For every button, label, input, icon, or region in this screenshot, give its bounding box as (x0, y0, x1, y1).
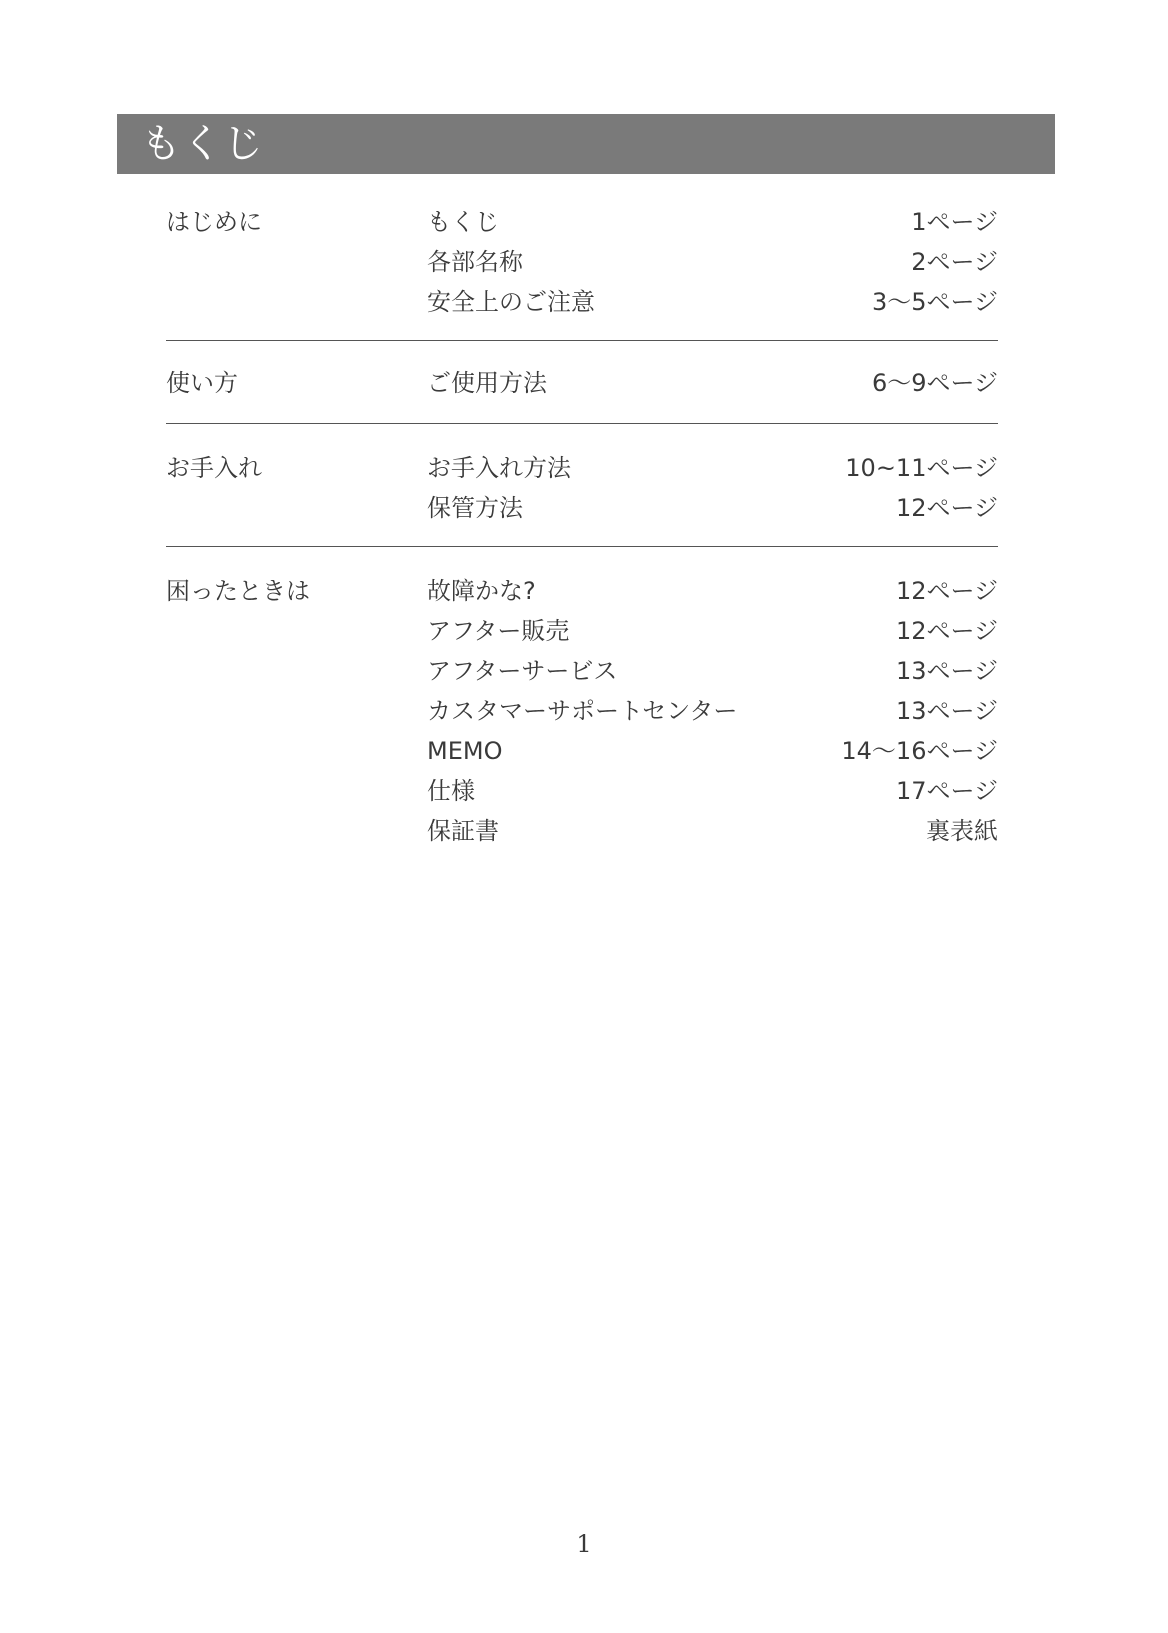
table-of-contents (166, 202, 998, 851)
entry-label: 仕様 (427, 777, 475, 805)
toc-entry[interactable] (427, 448, 998, 488)
toc-entry[interactable] (427, 363, 998, 403)
toc-entry[interactable] (427, 242, 998, 282)
entry-label: 安全上のご注意 (427, 288, 595, 316)
section-title: お手入れ (166, 454, 262, 482)
entry-page: 17ページ (895, 777, 998, 805)
entry-label: カスタマーサポートセンター (427, 697, 738, 725)
entry-label: アフターサービス (427, 657, 618, 685)
toc-entry[interactable] (427, 611, 998, 651)
section-title: 困ったときは (166, 577, 310, 605)
entry-label: 故障かな? (427, 577, 536, 605)
entry-label: 各部名称 (427, 248, 523, 276)
page-number: 1 (576, 1530, 592, 1558)
entry-label: アフター販売 (427, 617, 570, 645)
entry-page: 1ページ (911, 208, 998, 236)
toc-entry[interactable] (427, 811, 998, 851)
toc-section-introduction (166, 202, 998, 340)
entry-label: 保証書 (427, 817, 499, 845)
entry-page: 12ページ (895, 577, 998, 605)
section-title: 使い方 (166, 369, 238, 397)
entry-page: 裏表紙 (926, 817, 998, 845)
section-title: はじめに (166, 208, 262, 236)
entry-page: 10~11ページ (845, 454, 998, 482)
entry-label: お手入れ方法 (427, 454, 571, 482)
entry-page: 2ページ (911, 248, 998, 276)
entry-label: 保管方法 (427, 494, 523, 522)
entry-label: MEMO (427, 737, 503, 765)
toc-title-bar (117, 114, 1055, 174)
entry-page: 13ページ (895, 657, 998, 685)
entry-label: もくじ (427, 208, 499, 236)
toc-section-troubleshooting (166, 546, 998, 851)
toc-section-usage (166, 340, 998, 423)
toc-section-care (166, 423, 998, 546)
entry-page: 3〜5ページ (871, 288, 998, 316)
entry-page: 12ページ (895, 617, 998, 645)
toc-entry[interactable] (427, 691, 998, 731)
toc-entry[interactable] (427, 731, 998, 771)
toc-entry[interactable] (427, 488, 998, 528)
page-title: もくじ (141, 121, 264, 167)
toc-entry[interactable] (427, 771, 998, 811)
entry-page: 6〜9ページ (871, 369, 998, 397)
toc-entry[interactable] (427, 202, 998, 242)
entry-page: 14〜16ページ (841, 737, 998, 765)
entry-page: 13ページ (895, 697, 998, 725)
entry-page: 12ページ (895, 494, 998, 522)
entry-label: ご使用方法 (427, 369, 547, 397)
toc-entry[interactable] (427, 571, 998, 611)
toc-entry[interactable] (427, 651, 998, 691)
toc-entry[interactable] (427, 282, 998, 322)
